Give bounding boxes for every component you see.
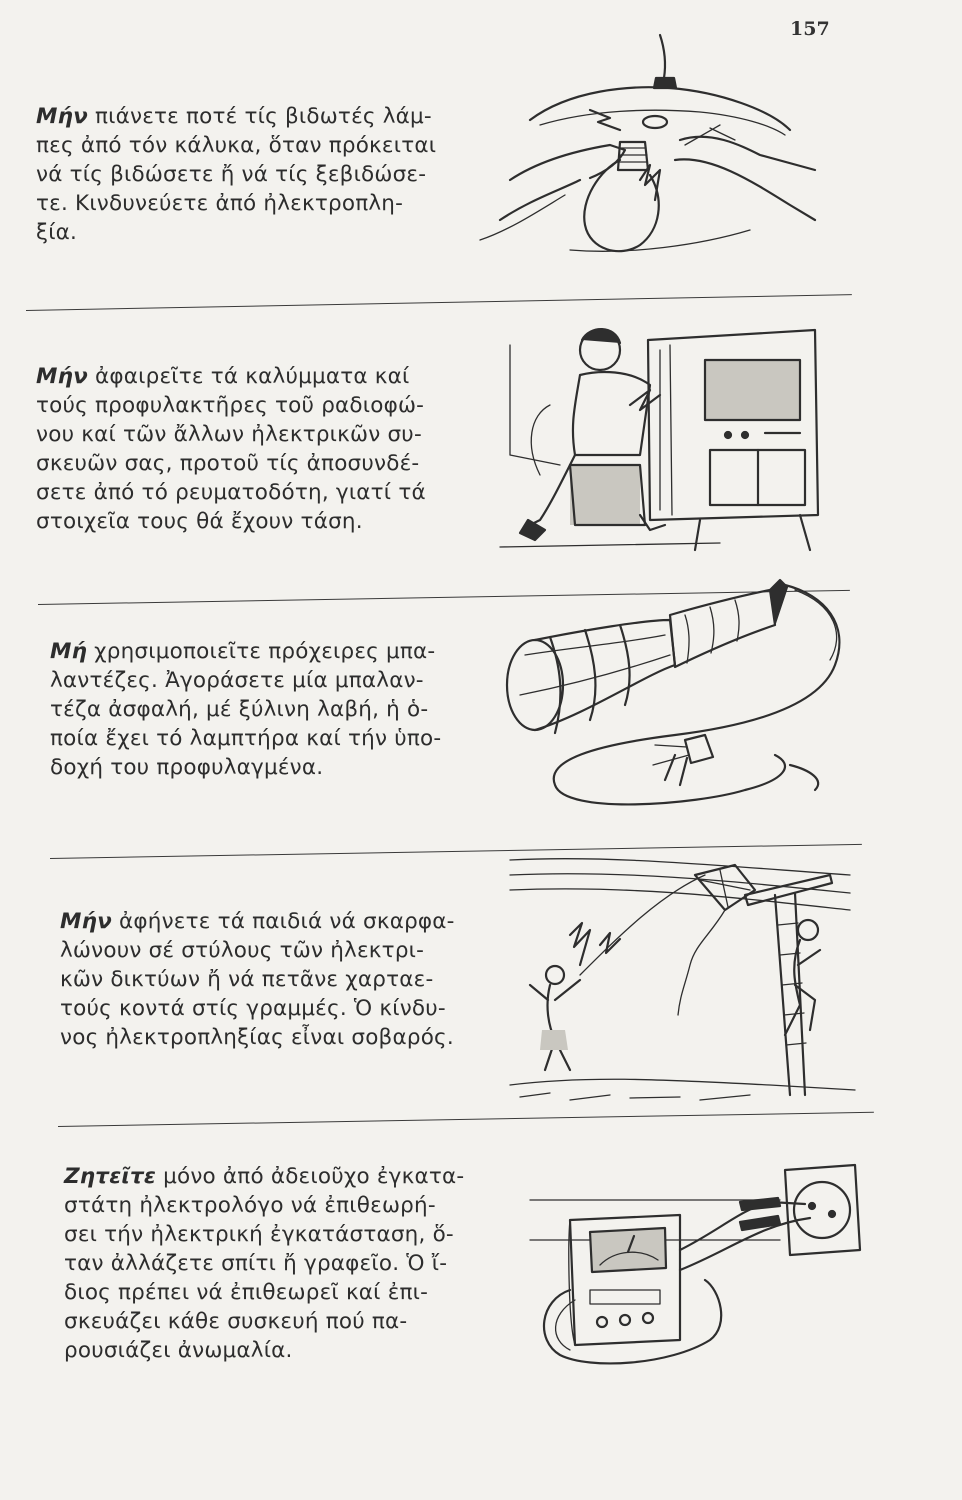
- tip-lead-word: Μήν: [36, 364, 88, 389]
- tip-line: μόνο ἀπό ἀδειοῦχο ἐγκατα-: [156, 1164, 465, 1189]
- tip-line: σει τήν ἠλεκτρική ἐγκατάσταση, ὅ-: [64, 1222, 454, 1247]
- page-number: 157: [790, 18, 830, 40]
- tip-bulb-text: [36, 102, 456, 247]
- tip-line: σκευῶν σας, προτοῦ τίς ἀποσυνδέ-: [36, 451, 420, 476]
- tip-line: σκευάζει κάθε συσκευή πού πα-: [64, 1309, 408, 1334]
- tip-line: ἀφήνετε τά παιδιά νά σκαρφα-: [111, 909, 455, 934]
- tip-lead-word: Μή: [50, 639, 88, 664]
- tip-radio-text: [36, 362, 466, 536]
- tip-line: ἀφαιρεῖτε τά καλύμματα καί: [87, 364, 410, 389]
- tip-line: χρησιμοποιεῖτε πρόχειρες μπα-: [87, 639, 436, 664]
- tip-line: ποία ἔχει τό λαμπτήρα καί τήν ὑπο-: [50, 726, 442, 751]
- tip-line: τέζα ἀσφαλή, μέ ξύλινη λαβή, ἡ ὁ-: [50, 697, 429, 722]
- tip-line: πιάνετε ποτέ τίς βιδωτές λάμ-: [87, 104, 432, 129]
- radio-man-illustration: [500, 315, 830, 555]
- kids-pole-kite-illustration: [510, 835, 855, 1110]
- tip-line: διος πρέπει νά ἐπιθεωρεῖ καί ἐπι-: [64, 1280, 429, 1305]
- tester-socket-illustration: [530, 1140, 870, 1380]
- tip-line: στοιχεῖα τους θά ἔχουν τάση.: [36, 509, 363, 534]
- tip-line: νου καί τῶν ἄλλων ἠλεκτρικῶν συ-: [36, 422, 422, 447]
- tip-line: κῶν δικτύων ἤ νά πετᾶνε χαρταε-: [60, 967, 434, 992]
- tip-line: τούς προφυλακτῆρες τοῦ ραδιοφώ-: [36, 393, 425, 418]
- tip-kids-pole-text: [60, 907, 480, 1052]
- section-divider: [26, 294, 852, 311]
- tip-line: τε. Κινδυνεύετε ἀπό ἠλεκτροπλη-: [36, 191, 404, 216]
- tip-line: λώνουν σέ στύλους τῶν ἠλεκτρι-: [60, 938, 425, 963]
- tip-line: πες ἀπό τόν κάλυκα, ὅταν πρόκειται: [36, 133, 437, 158]
- tip-line: στάτη ἠλεκτρολόγο νά ἐπιθεωρή-: [64, 1193, 436, 1218]
- tip-line: σετε ἀπό τό ρευματοδότη, γιατί τά: [36, 480, 426, 505]
- tip-lead-word: Μήν: [36, 104, 88, 129]
- tip-line: λαντέζες. Ἀγοράσετε μία μπαλαν-: [50, 668, 424, 693]
- tip-line: ξία.: [36, 220, 78, 245]
- tip-electrician-text: [64, 1162, 494, 1365]
- safe-lamp-illustration: [495, 575, 855, 825]
- tip-lamp-text: [50, 637, 470, 782]
- tip-line: νος ἠλεκτροπληξίας εἶναι σοβαρός.: [60, 1025, 454, 1050]
- tip-lead-word: Ζητεῖτε: [64, 1164, 157, 1189]
- bulb-hands-illustration: [470, 30, 820, 270]
- tip-line: ταν ἀλλάζετε σπίτι ἤ γραφεῖο. Ὁ ἴ-: [64, 1251, 448, 1276]
- section-divider: [58, 1112, 874, 1127]
- tip-line: δοχή του προφυλαγμένα.: [50, 755, 324, 780]
- tip-line: νά τίς βιδώσετε ἤ νά τίς ξεβιδώσε-: [36, 162, 427, 187]
- tip-line: ρουσιάζει ἀνωμαλία.: [64, 1338, 293, 1363]
- tip-line: τούς κοντά στίς γραμμές. Ὁ κίνδυ-: [60, 996, 446, 1021]
- tip-lead-word: Μήν: [60, 909, 112, 934]
